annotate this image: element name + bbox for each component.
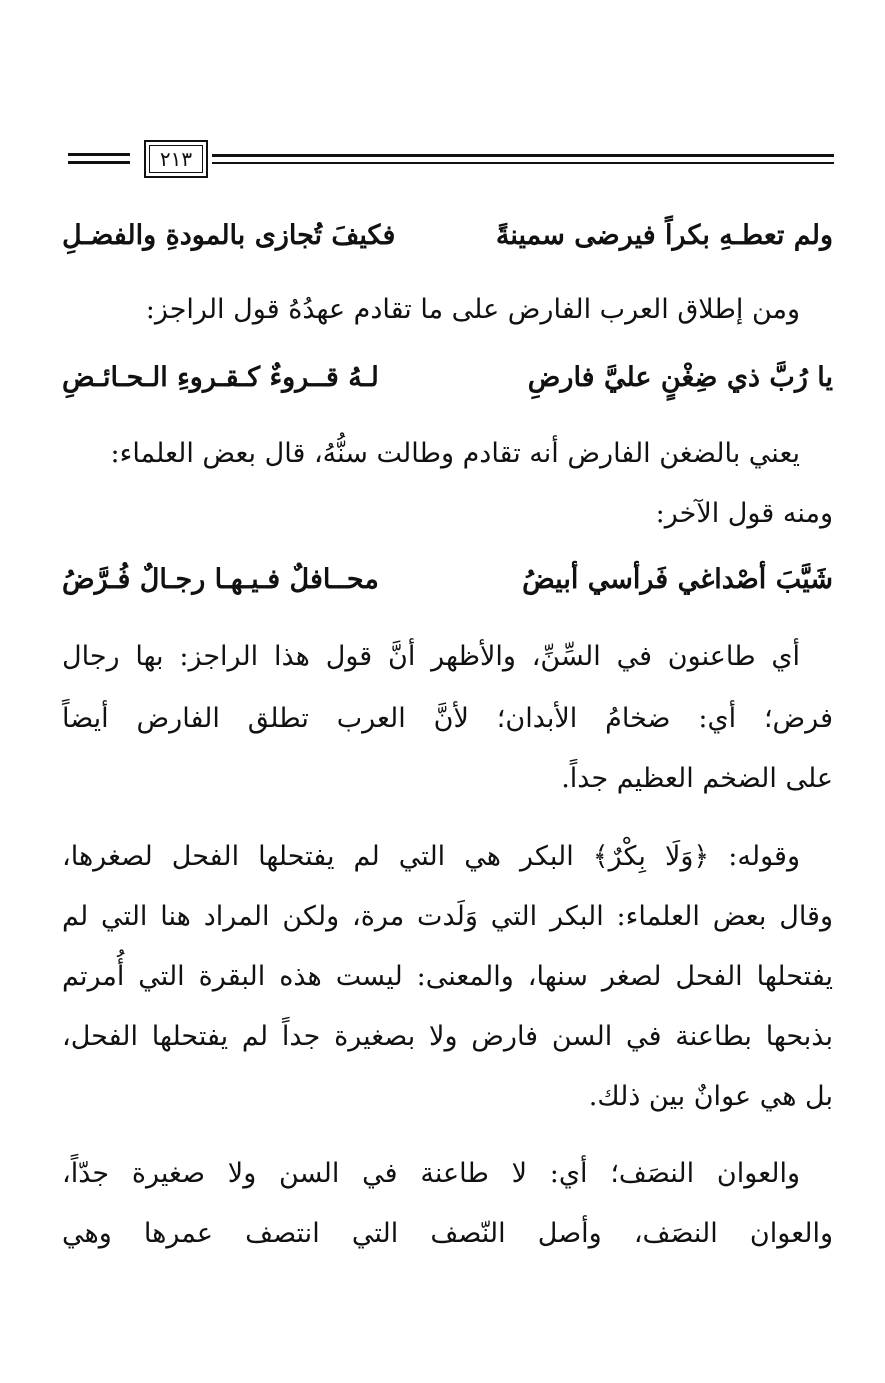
text-line: والعوان النصَف؛ أي: لا طاعنة في السن ولا صغيرة جدّاً، [62, 1158, 800, 1189]
header-rule-short [68, 153, 130, 165]
text-line: بل هي عوانٌ بين ذلك. [588, 1081, 833, 1112]
verse-line-3 [62, 566, 833, 593]
header-rule-long [212, 154, 834, 166]
text-line: ومن إطلاق العرب الفارض على ما تقادم عهدُهُ قول الراجز: [145, 294, 800, 325]
text-line: يفتحلها الفحل لصغر سنها، والمعنى: ليست هذه البقرة التي أُمرتم [62, 961, 833, 992]
verse-hemistich-right: يا رُبَّ ذي ضِغْنٍ عليَّ فارضِ [527, 362, 833, 393]
verse-hemistich-left: لـهُ قــروءٌ كـقـروءِ الـحـائـضِ [62, 362, 379, 393]
verse-hemistich-left: محــافلٌ فـيـهـا رجـالٌ فُـرَّضُ [62, 564, 379, 595]
text-line: أي طاعنون في السِّنِّ، والأظهر أنَّ قول هذا الراجز: بها رجال [62, 641, 800, 672]
verse-line-1 [62, 222, 833, 249]
verse-hemistich-right: ولم تعطـهِ بكراً فيرضى سمينةً [495, 220, 833, 251]
text-line: بذبحها بطاعنة في السن فارض ولا بصغيرة جداً لم يفتحلها الفحل، [62, 1021, 833, 1052]
verse-line-2 [62, 364, 833, 391]
verse-hemistich-left: فكيفَ تُجازى بالمودةِ والفضـلِ [62, 220, 396, 251]
text-line: ومنه قول الآخر: [655, 498, 833, 529]
text-line: يعني بالضغن الفارض أنه تقادم وطالت سنُّهُ، قال بعض العلماء: [110, 438, 800, 469]
text-line: وقال بعض العلماء: البكر التي وَلَدت مرة، ولكن المراد هنا التي لم [62, 901, 833, 932]
page-header [62, 140, 834, 180]
text-line: وقوله: ﴿وَلَا بِكْرٌ﴾ البكر هي التي لم يفتحلها الفحل لصغرها، [62, 841, 800, 872]
text-line: فرض؛ أي: ضخامُ الأبدان؛ لأنَّ العرب تطلق الفارض أيضاً [62, 703, 833, 734]
page-number: ٢١٣ [144, 140, 208, 178]
text-line: على الضخم العظيم جداً. [561, 763, 833, 794]
text-line: والعوان النصَف، وأصل النّصف التي انتصف عمرها وهي [62, 1218, 833, 1249]
verse-hemistich-right: شَيَّبَ أصْداغي فَرأسي أبيضُ [522, 564, 833, 595]
